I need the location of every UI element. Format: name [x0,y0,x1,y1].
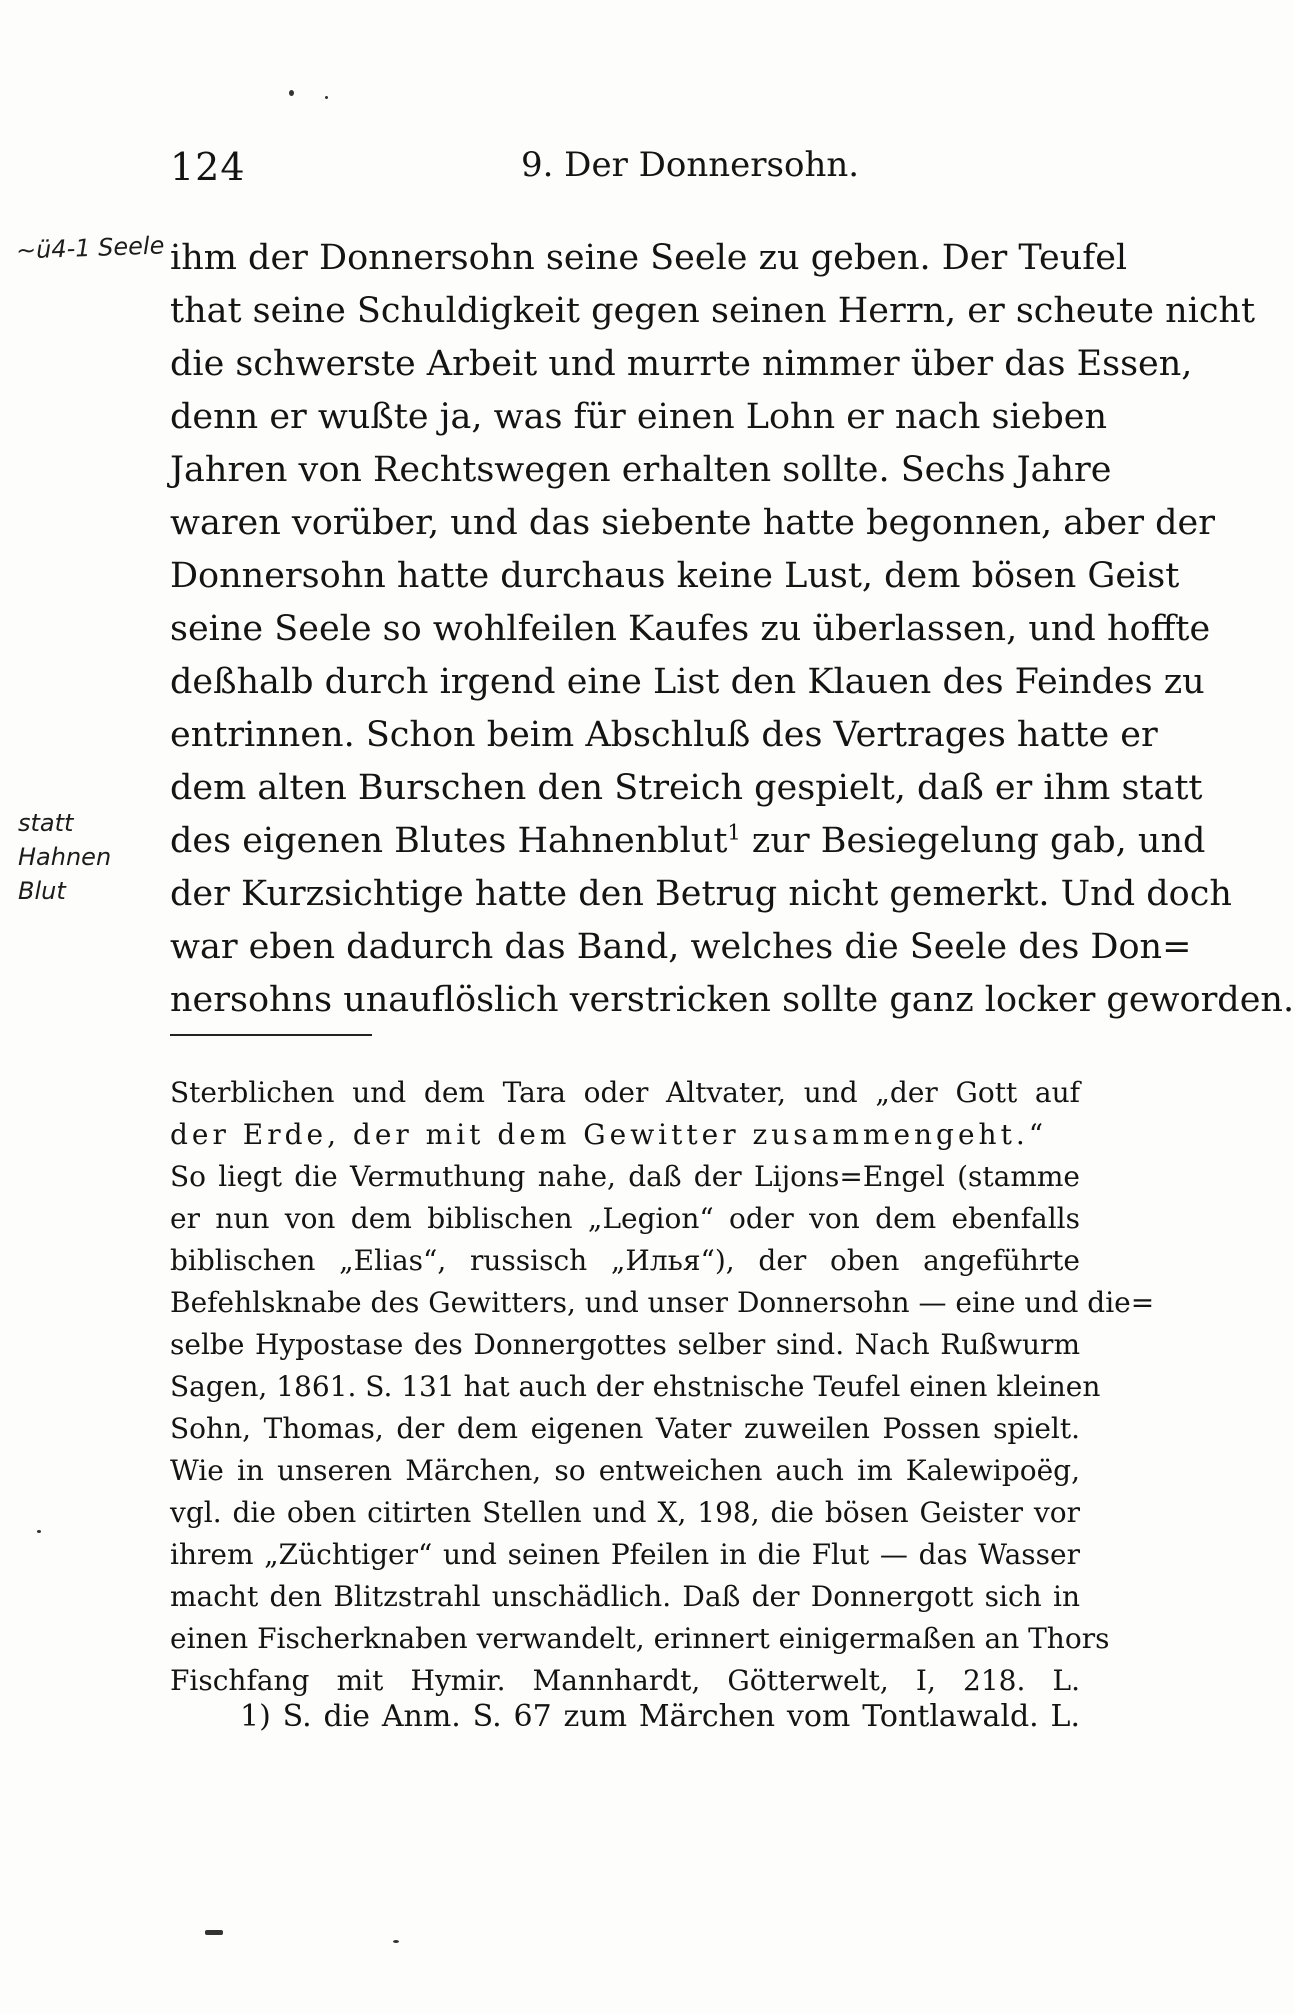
text-line: war eben dadurch das Band, welches die Seele des Don= [170,927,1192,967]
footnote-1: 1) S. die Anm. S. 67 zum Märchen vom Tontlawald. L. [240,1699,1080,1734]
print-speck [205,1930,223,1935]
text-line: Donnersohn hatte durchaus keine Lust, dem bösen Geist [170,556,1180,596]
text-line: Jahren von Rechtswegen erhalten sollte. Sechs Jahre [170,450,1112,490]
footnote-line: einen Fischerknaben verwandelt, erinnert einigermaßen an Thors [170,1622,1110,1655]
text-line-with-footnote-mark [170,815,1206,868]
margin-note-line: statt [18,809,74,837]
footnote-line: macht den Blitzstrahl unschädlich. Daß der Donnergott sich in [170,1580,1080,1613]
text-line: der Kurzsichtige hatte den Betrug nicht gemerkt. Und doch [170,874,1232,914]
footnote-line: Wie in unseren Märchen, so entweichen auch im Kalewipoëg, [170,1454,1080,1487]
text-segment: zur Besiegelung gab, und [740,821,1206,861]
footnote-line: Sohn, Thomas, der dem eigenen Vater zuweilen Possen spielt. [170,1412,1080,1445]
page-number: 124 [170,145,246,189]
footnote-reference-mark: 1 [727,820,741,845]
footnote-line: biblischen „Elias“, russisch „Илья“), der oben angeführte [170,1244,1080,1277]
footnote-line: ihrem „Züchtiger“ und seinen Pfeilen in die Flut — das Wasser [170,1538,1080,1571]
text-line: that seine Schuldigkeit gegen seinen Herrn, er scheute nicht [170,291,1256,331]
footnote-line: vgl. die oben citirten Stellen und X, 198, die bösen Geister vor [170,1496,1080,1529]
page-header [170,145,1080,195]
text-line: waren vorüber, und das siebente hatte begonnen, aber der [170,503,1215,543]
text-segment: des eigenen Blutes Hahnenblut [170,821,728,861]
handwritten-margin-note-top: ~ü4-1 Seele [15,231,165,265]
text-line: denn er wußte ja, was für einen Lohn er nach sieben [170,397,1108,437]
text-line: dem alten Burschen den Streich gespielt, daß er ihm statt [170,768,1203,808]
footnote-line: So liegt die Vermuthung nahe, daß der Lijons=Engel (stamme [170,1160,1080,1193]
handwritten-margin-note-side [18,806,111,908]
text-line: entrinnen. Schon beim Abschluß des Vertrages hatte er [170,715,1158,755]
margin-note-line: Hahnen [18,843,112,871]
text-line: deßhalb durch irgend eine List den Klauen des Feindes zu [170,662,1205,702]
print-speck [37,1530,41,1533]
text-line: seine Seele so wohlfeilen Kaufes zu überlassen, und hoffte [170,609,1211,649]
footnote-divider [170,1034,372,1036]
print-speck [325,96,328,99]
footnote-line: selbe Hypostase des Donnergottes selber sind. Nach Rußwurm [170,1328,1080,1361]
text-line: ihm der Donnersohn seine Seele zu geben. Der Teufel [170,238,1128,278]
print-speck [393,1940,399,1943]
footnote-line: er nun von dem biblischen „Legion“ oder von dem ebenfalls [170,1202,1080,1235]
footnote-line: Sterblichen und dem Tara oder Altvater, und „der Gott auf [170,1076,1080,1109]
running-title: 9. Der Donnersohn. [520,145,860,185]
text-line: nersohns unauflöslich verstricken sollte ganz locker geworden. [170,980,1294,1020]
footnote-line: Sagen, 1861. S. 131 hat auch der ehstnische Teufel einen kleinen [170,1370,1101,1403]
main-text [170,232,1294,1027]
text-line: die schwerste Arbeit und murrte nimmer über das Essen, [170,344,1193,384]
print-speck [289,90,294,96]
margin-note-line: Blut [18,877,66,905]
footnote-line: der Erde, der mit dem Gewitter zusammengeht.“ [170,1118,1048,1151]
footnote-continuation [170,1072,1155,1702]
footnote-line: Fischfang mit Hymir. Mannhardt, Götterwelt, I, 218. L. [170,1664,1080,1697]
footnote-line: Befehlsknabe des Gewitters, und unser Donnersohn — eine und die= [170,1286,1155,1319]
